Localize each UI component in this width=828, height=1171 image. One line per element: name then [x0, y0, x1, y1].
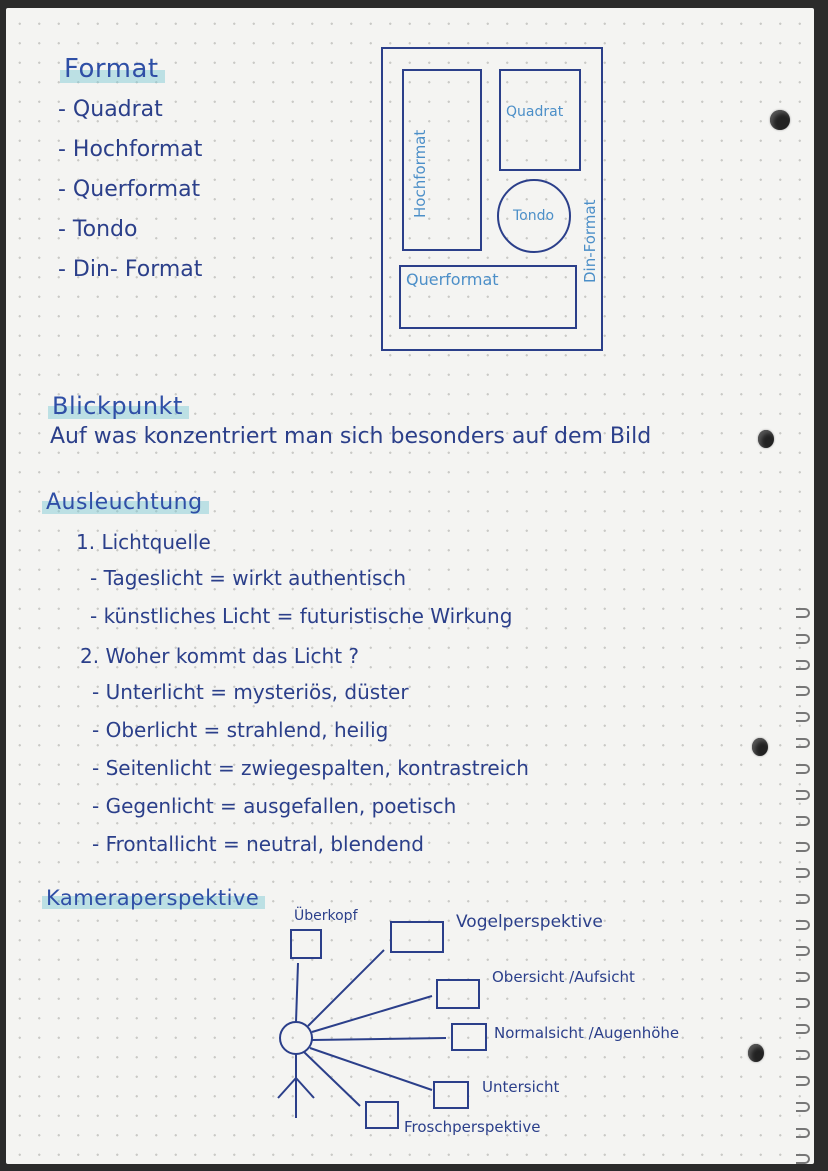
- kamera-heading: Kameraperspektive: [46, 886, 260, 910]
- lichtrichtung-subheading: 2. Woher kommt das Licht ?: [80, 644, 360, 668]
- label-normalsicht: Normalsicht /Augenhöhe: [494, 1024, 680, 1042]
- lichtrichtung-item: - Oberlicht = strahlend, heilig: [92, 718, 389, 742]
- binder-hole: [770, 110, 790, 130]
- format-item: - Din- Format: [58, 257, 203, 282]
- ray-obersicht: [312, 996, 432, 1032]
- right-leg: [296, 1078, 314, 1098]
- label-tondo: Tondo: [513, 208, 555, 224]
- ray-frosch: [304, 1052, 360, 1106]
- blickpunkt-text: Auf was konzentriert man sich besonders auf dem Bild: [50, 424, 652, 449]
- blickpunkt-heading: Blickpunkt: [52, 392, 183, 420]
- label-vogelperspektive: Vogelperspektive: [456, 912, 603, 932]
- label-untersicht: Untersicht: [482, 1078, 560, 1096]
- box-ueberkopf: [291, 930, 321, 958]
- lichtquelle-item: - künstliches Licht = futuristische Wirkung: [90, 604, 513, 628]
- lichtrichtung-item: - Gegenlicht = ausgefallen, poetisch: [92, 794, 457, 818]
- binder-hole: [752, 738, 768, 756]
- ray-normal: [312, 1038, 446, 1040]
- lichtrichtung-item: - Seitenlicht = zwiegespalten, kontrastreich: [92, 756, 529, 780]
- ausleuchtung-heading: Ausleuchtung: [46, 490, 203, 515]
- left-leg: [278, 1078, 296, 1098]
- format-item: - Quadrat: [58, 97, 163, 122]
- format-item: - Querformat: [58, 177, 201, 202]
- lichtquelle-item: - Tageslicht = wirkt authentisch: [90, 566, 407, 590]
- head-circle: [280, 1022, 312, 1054]
- label-quadrat: Quadrat: [506, 104, 564, 120]
- lichtquelle-subheading: 1. Lichtquelle: [76, 530, 211, 554]
- notebook-page: [6, 8, 814, 1164]
- format-item: - Tondo: [58, 217, 138, 242]
- lichtrichtung-item: - Unterlicht = mysteriös, düster: [92, 680, 409, 704]
- box-unter: [434, 1082, 468, 1108]
- format-heading: Format: [64, 54, 159, 84]
- box-obersicht: [437, 980, 479, 1008]
- spiral-binding: [796, 608, 812, 1164]
- binder-hole: [758, 430, 774, 448]
- label-froschperspektive: Froschperspektive: [404, 1118, 541, 1136]
- ray-unter: [310, 1048, 432, 1090]
- box-frosch: [366, 1102, 398, 1128]
- binder-hole: [748, 1044, 764, 1062]
- lichtrichtung-item: - Frontallicht = neutral, blendend: [92, 832, 424, 856]
- label-obersicht: Obersicht /Aufsicht: [492, 968, 635, 986]
- format-item: - Hochformat: [58, 137, 203, 162]
- quadrat-box: [500, 70, 580, 170]
- camera-diagram: [278, 922, 486, 1128]
- box-vogel: [391, 922, 443, 952]
- ray-ueberkopf: [296, 963, 298, 1022]
- label-ueberkopf: Überkopf: [294, 908, 358, 924]
- label-querformat: Querformat: [406, 270, 499, 289]
- label-din-format: Din-Format: [581, 199, 599, 283]
- box-normal: [452, 1024, 486, 1050]
- label-hochformat: Hochformat: [411, 129, 429, 218]
